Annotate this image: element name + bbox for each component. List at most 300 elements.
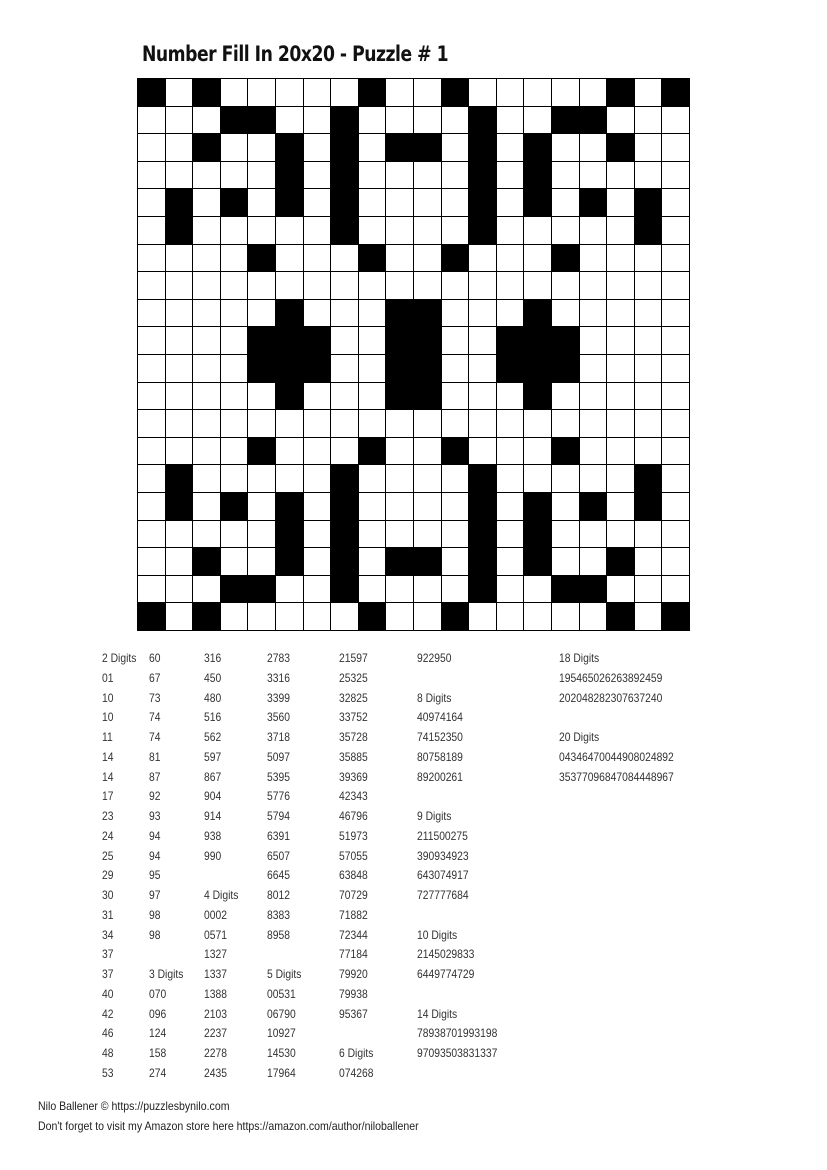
grid-cell[interactable] [552, 79, 579, 106]
grid-cell[interactable] [497, 217, 524, 244]
grid-cell[interactable] [359, 189, 386, 216]
grid-cell[interactable] [386, 438, 413, 465]
grid-cell[interactable] [580, 217, 607, 244]
grid-cell[interactable] [414, 438, 441, 465]
grid-cell[interactable] [304, 189, 331, 216]
grid-cell[interactable] [497, 493, 524, 520]
word-list-entry: 98 [149, 907, 161, 922]
grid-cell[interactable] [331, 245, 358, 272]
grid-cell[interactable] [414, 189, 441, 216]
grid-cell[interactable] [221, 245, 248, 272]
grid-cell[interactable] [414, 603, 441, 630]
grid-cell[interactable] [469, 410, 496, 437]
grid-cell[interactable] [248, 79, 275, 106]
grid-cell[interactable] [193, 576, 220, 603]
grid-cell[interactable] [193, 107, 220, 134]
grid-cell[interactable] [221, 79, 248, 106]
grid-cell[interactable] [304, 521, 331, 548]
grid-cell[interactable] [359, 162, 386, 189]
grid-cell[interactable] [497, 383, 524, 410]
grid-cell[interactable] [193, 272, 220, 299]
grid-cell[interactable] [469, 327, 496, 354]
grid-cell[interactable] [635, 410, 662, 437]
grid-cell[interactable] [607, 576, 634, 603]
grid-cell[interactable] [276, 272, 303, 299]
grid-cell[interactable] [524, 217, 551, 244]
grid-cell[interactable] [166, 438, 193, 465]
grid-cell[interactable] [662, 189, 689, 216]
grid-cell[interactable] [497, 521, 524, 548]
grid-cell[interactable] [193, 355, 220, 382]
grid-cell[interactable] [497, 465, 524, 492]
grid-cell[interactable] [607, 189, 634, 216]
grid-cell[interactable] [552, 521, 579, 548]
grid-cell[interactable] [580, 300, 607, 327]
grid-cell[interactable] [607, 327, 634, 354]
grid-cell[interactable] [580, 383, 607, 410]
grid-cell[interactable] [193, 410, 220, 437]
grid-cell[interactable] [635, 576, 662, 603]
grid-cell[interactable] [248, 603, 275, 630]
grid-cell[interactable] [138, 465, 165, 492]
grid-cell[interactable] [662, 300, 689, 327]
grid-cell[interactable] [442, 272, 469, 299]
grid-cell[interactable] [221, 410, 248, 437]
grid-cell[interactable] [497, 603, 524, 630]
grid-cell[interactable] [248, 217, 275, 244]
grid-cell[interactable] [414, 217, 441, 244]
grid-cell[interactable] [442, 217, 469, 244]
grid-cell[interactable] [138, 383, 165, 410]
grid-cell[interactable] [524, 603, 551, 630]
grid-cell[interactable] [635, 79, 662, 106]
grid-cell[interactable] [276, 438, 303, 465]
grid-cell[interactable] [166, 134, 193, 161]
grid-cell[interactable] [359, 107, 386, 134]
grid-cell[interactable] [386, 162, 413, 189]
grid-cell[interactable] [304, 383, 331, 410]
grid-cell[interactable] [248, 134, 275, 161]
grid-cell[interactable] [359, 465, 386, 492]
grid-cell[interactable] [607, 465, 634, 492]
grid-cell[interactable] [359, 300, 386, 327]
grid-cell[interactable] [635, 603, 662, 630]
grid-cell[interactable] [497, 272, 524, 299]
grid-cell[interactable] [469, 438, 496, 465]
grid-cell[interactable] [304, 548, 331, 575]
grid-cell[interactable] [607, 272, 634, 299]
grid-cell[interactable] [442, 300, 469, 327]
grid-cell[interactable] [469, 79, 496, 106]
grid-cell[interactable] [607, 107, 634, 134]
grid-cell[interactable] [276, 576, 303, 603]
grid-cell[interactable] [331, 355, 358, 382]
grid-cell[interactable] [580, 521, 607, 548]
grid-cell[interactable] [607, 300, 634, 327]
grid-cell[interactable] [497, 107, 524, 134]
grid-cell[interactable] [635, 107, 662, 134]
grid-cell[interactable] [635, 438, 662, 465]
grid-cell[interactable] [414, 79, 441, 106]
grid-cell[interactable] [221, 272, 248, 299]
grid-cell[interactable] [607, 438, 634, 465]
grid-cell[interactable] [442, 383, 469, 410]
grid-cell[interactable] [580, 465, 607, 492]
grid-cell[interactable] [193, 189, 220, 216]
grid-cell[interactable] [442, 465, 469, 492]
grid-cell[interactable] [359, 217, 386, 244]
grid-cell[interactable] [221, 438, 248, 465]
grid-cell[interactable] [469, 355, 496, 382]
grid-cell[interactable] [635, 521, 662, 548]
grid-cell[interactable] [166, 79, 193, 106]
grid-cell[interactable] [386, 576, 413, 603]
grid-cell[interactable] [580, 162, 607, 189]
grid-cell[interactable] [442, 521, 469, 548]
grid-cell[interactable] [497, 410, 524, 437]
grid-cell[interactable] [497, 79, 524, 106]
grid-cell[interactable] [331, 272, 358, 299]
grid-cell[interactable] [248, 272, 275, 299]
grid-cell[interactable] [166, 355, 193, 382]
grid-cell[interactable] [635, 300, 662, 327]
grid-cell[interactable] [138, 327, 165, 354]
grid-cell[interactable] [414, 521, 441, 548]
grid-cell[interactable] [524, 576, 551, 603]
grid-cell[interactable] [469, 383, 496, 410]
grid-cell[interactable] [607, 410, 634, 437]
grid-cell[interactable] [580, 272, 607, 299]
grid-cell[interactable] [442, 410, 469, 437]
grid-cell[interactable] [497, 245, 524, 272]
grid-cell[interactable] [497, 548, 524, 575]
grid-cell[interactable] [442, 162, 469, 189]
grid-cell[interactable] [635, 355, 662, 382]
grid-cell[interactable] [524, 410, 551, 437]
grid-cell[interactable] [304, 465, 331, 492]
grid-cell[interactable] [304, 245, 331, 272]
grid-cell[interactable] [552, 410, 579, 437]
grid-cell[interactable] [166, 245, 193, 272]
grid-cell[interactable] [193, 300, 220, 327]
grid-cell[interactable] [166, 107, 193, 134]
grid-cell[interactable] [221, 521, 248, 548]
grid-cell[interactable] [635, 245, 662, 272]
grid-cell[interactable] [662, 576, 689, 603]
grid-cell[interactable] [248, 410, 275, 437]
grid-cell[interactable] [304, 217, 331, 244]
grid-cell[interactable] [524, 272, 551, 299]
grid-cell[interactable] [442, 134, 469, 161]
grid-cell[interactable] [359, 548, 386, 575]
grid-cell[interactable] [193, 217, 220, 244]
grid-cell[interactable] [138, 521, 165, 548]
grid-cell[interactable] [304, 162, 331, 189]
grid-cell[interactable] [414, 576, 441, 603]
grid-cell[interactable] [442, 548, 469, 575]
grid-cell[interactable] [386, 217, 413, 244]
grid-cell[interactable] [193, 493, 220, 520]
grid-cell[interactable] [662, 217, 689, 244]
grid-cell[interactable] [221, 383, 248, 410]
grid-cell[interactable] [248, 300, 275, 327]
grid-cell[interactable] [386, 107, 413, 134]
grid-cell[interactable] [359, 576, 386, 603]
grid-cell[interactable] [662, 134, 689, 161]
grid-cell[interactable] [359, 521, 386, 548]
grid-cell[interactable] [359, 493, 386, 520]
grid-cell[interactable] [469, 603, 496, 630]
grid-cell[interactable] [331, 300, 358, 327]
grid-cell[interactable] [138, 576, 165, 603]
grid-cell[interactable] [607, 217, 634, 244]
grid-cell[interactable] [524, 79, 551, 106]
grid-cell[interactable] [580, 603, 607, 630]
grid-cell[interactable] [414, 272, 441, 299]
grid-cell[interactable] [524, 465, 551, 492]
grid-cell[interactable] [497, 438, 524, 465]
grid-cell[interactable] [580, 79, 607, 106]
grid-cell[interactable] [386, 79, 413, 106]
grid-cell[interactable] [635, 327, 662, 354]
grid-cell[interactable] [552, 134, 579, 161]
grid-cell[interactable] [552, 548, 579, 575]
grid-cell[interactable] [193, 465, 220, 492]
grid-cell[interactable] [138, 107, 165, 134]
grid-cell[interactable] [193, 327, 220, 354]
grid-cell[interactable] [635, 162, 662, 189]
grid-cell[interactable] [304, 272, 331, 299]
grid-cell[interactable] [469, 272, 496, 299]
grid-cell[interactable] [662, 383, 689, 410]
grid-cell[interactable] [442, 355, 469, 382]
grid-cell[interactable] [193, 438, 220, 465]
grid-cell[interactable] [221, 465, 248, 492]
grid-cell[interactable] [386, 603, 413, 630]
grid-cell[interactable] [414, 410, 441, 437]
grid-cell[interactable] [166, 300, 193, 327]
grid-cell[interactable] [248, 162, 275, 189]
grid-cell[interactable] [552, 217, 579, 244]
grid-cell[interactable] [248, 493, 275, 520]
grid-cell[interactable] [276, 217, 303, 244]
grid-cell[interactable] [662, 548, 689, 575]
grid-cell[interactable] [221, 355, 248, 382]
grid-cell[interactable] [221, 548, 248, 575]
grid-cell[interactable] [138, 410, 165, 437]
grid-cell[interactable] [524, 438, 551, 465]
grid-cell[interactable] [359, 272, 386, 299]
grid-cell[interactable] [166, 521, 193, 548]
grid-cell[interactable] [442, 189, 469, 216]
grid-cell[interactable] [276, 465, 303, 492]
grid-cell[interactable] [138, 300, 165, 327]
grid-cell[interactable] [331, 327, 358, 354]
grid-cell[interactable] [442, 107, 469, 134]
grid-cell[interactable] [359, 355, 386, 382]
grid-cell[interactable] [662, 410, 689, 437]
grid-cell[interactable] [359, 410, 386, 437]
grid-cell[interactable] [248, 383, 275, 410]
grid-cell[interactable] [662, 272, 689, 299]
word-list-entry: 3718 [267, 730, 290, 744]
grid-cell[interactable] [304, 79, 331, 106]
grid-cell[interactable] [276, 245, 303, 272]
grid-cell[interactable] [276, 107, 303, 134]
grid-cell[interactable] [248, 465, 275, 492]
grid-cell[interactable] [193, 162, 220, 189]
grid-cell[interactable] [662, 438, 689, 465]
grid-cell[interactable] [359, 383, 386, 410]
grid-cell[interactable] [635, 272, 662, 299]
grid-cell[interactable] [248, 189, 275, 216]
grid-cell[interactable] [193, 521, 220, 548]
grid-cell[interactable] [138, 493, 165, 520]
grid-cell[interactable] [138, 134, 165, 161]
grid-cell[interactable] [414, 465, 441, 492]
grid-cell[interactable] [331, 383, 358, 410]
grid-cell[interactable] [138, 189, 165, 216]
grid-cell[interactable] [607, 162, 634, 189]
grid-cell[interactable] [497, 300, 524, 327]
grid-cell[interactable] [276, 410, 303, 437]
grid-cell[interactable] [552, 383, 579, 410]
grid-cell[interactable] [607, 493, 634, 520]
grid-cell[interactable] [662, 327, 689, 354]
grid-cell[interactable] [497, 134, 524, 161]
grid-cell[interactable] [193, 383, 220, 410]
grid-cell[interactable] [442, 493, 469, 520]
grid-cell[interactable] [166, 410, 193, 437]
grid-cell[interactable] [304, 410, 331, 437]
grid-cell[interactable] [359, 134, 386, 161]
grid-cell[interactable] [552, 300, 579, 327]
grid-cell[interactable] [166, 383, 193, 410]
grid-cell[interactable] [414, 245, 441, 272]
grid-cell[interactable] [607, 521, 634, 548]
grid-cell[interactable] [304, 300, 331, 327]
grid-cell[interactable] [607, 355, 634, 382]
grid-cell[interactable] [304, 493, 331, 520]
grid-cell[interactable] [386, 465, 413, 492]
grid-cell[interactable] [662, 355, 689, 382]
grid-cell[interactable] [469, 300, 496, 327]
grid-cell[interactable] [635, 548, 662, 575]
grid-cell[interactable] [331, 410, 358, 437]
grid-cell[interactable] [552, 465, 579, 492]
grid-cell[interactable] [442, 327, 469, 354]
grid-cell[interactable] [386, 272, 413, 299]
grid-cell[interactable] [221, 327, 248, 354]
grid-cell[interactable] [662, 245, 689, 272]
grid-cell[interactable] [386, 189, 413, 216]
grid-cell[interactable] [469, 245, 496, 272]
grid-cell[interactable] [635, 134, 662, 161]
grid-cell[interactable] [304, 134, 331, 161]
grid-cell[interactable] [552, 272, 579, 299]
grid-cell[interactable] [359, 327, 386, 354]
grid-cell[interactable] [662, 521, 689, 548]
grid-cell[interactable] [304, 576, 331, 603]
grid-cell[interactable] [662, 465, 689, 492]
grid-cell[interactable] [580, 548, 607, 575]
grid-cell[interactable] [331, 79, 358, 106]
grid-cell[interactable] [552, 603, 579, 630]
grid-cell[interactable] [138, 355, 165, 382]
grid-cell[interactable] [414, 493, 441, 520]
grid-cell[interactable] [221, 162, 248, 189]
grid-cell[interactable] [331, 438, 358, 465]
grid-cell[interactable] [276, 79, 303, 106]
grid-cell[interactable] [607, 383, 634, 410]
grid-cell[interactable] [138, 438, 165, 465]
grid-cell[interactable] [166, 548, 193, 575]
grid-cell[interactable] [580, 327, 607, 354]
grid-cell[interactable] [524, 107, 551, 134]
grid-cell[interactable] [386, 410, 413, 437]
grid-cell[interactable] [524, 245, 551, 272]
grid-cell[interactable] [580, 355, 607, 382]
grid-cell[interactable] [138, 272, 165, 299]
grid-cell[interactable] [248, 548, 275, 575]
grid-cell[interactable] [166, 272, 193, 299]
grid-cell[interactable] [580, 410, 607, 437]
grid-cell[interactable] [580, 245, 607, 272]
grid-cell[interactable] [552, 162, 579, 189]
grid-cell[interactable] [497, 189, 524, 216]
grid-cell[interactable] [662, 162, 689, 189]
grid-cell[interactable] [414, 162, 441, 189]
grid-cell[interactable] [580, 438, 607, 465]
grid-cell[interactable] [248, 521, 275, 548]
grid-cell[interactable] [386, 245, 413, 272]
grid-cell[interactable] [635, 383, 662, 410]
grid-cell[interactable] [138, 162, 165, 189]
grid-cell[interactable] [580, 134, 607, 161]
grid-cell[interactable] [304, 438, 331, 465]
grid-cell[interactable] [166, 603, 193, 630]
grid-cell[interactable] [497, 162, 524, 189]
grid-cell[interactable] [221, 217, 248, 244]
grid-cell[interactable] [607, 245, 634, 272]
grid-cell[interactable] [138, 217, 165, 244]
grid-cell[interactable] [414, 107, 441, 134]
grid-cell[interactable] [442, 576, 469, 603]
grid-cell[interactable] [386, 521, 413, 548]
grid-cell[interactable] [497, 576, 524, 603]
grid-cell[interactable] [193, 245, 220, 272]
grid-cell[interactable] [221, 134, 248, 161]
grid-cell[interactable] [221, 300, 248, 327]
grid-cell[interactable] [166, 327, 193, 354]
grid-cell[interactable] [138, 548, 165, 575]
grid-cell[interactable] [138, 245, 165, 272]
puzzle-grid[interactable] [137, 78, 690, 631]
grid-cell[interactable] [221, 603, 248, 630]
grid-cell[interactable] [166, 576, 193, 603]
grid-cell[interactable] [552, 189, 579, 216]
grid-cell[interactable] [166, 162, 193, 189]
grid-cell[interactable] [331, 603, 358, 630]
footer-amazon-link[interactable]: Don't forget to visit my Amazon store here https://amazon.com/author/niloballener [38, 1118, 419, 1133]
grid-cell[interactable] [304, 107, 331, 134]
grid-cell[interactable] [304, 603, 331, 630]
grid-cell[interactable] [662, 493, 689, 520]
grid-cell[interactable] [386, 493, 413, 520]
grid-cell[interactable] [276, 603, 303, 630]
grid-cell[interactable] [552, 493, 579, 520]
grid-cell[interactable] [662, 107, 689, 134]
